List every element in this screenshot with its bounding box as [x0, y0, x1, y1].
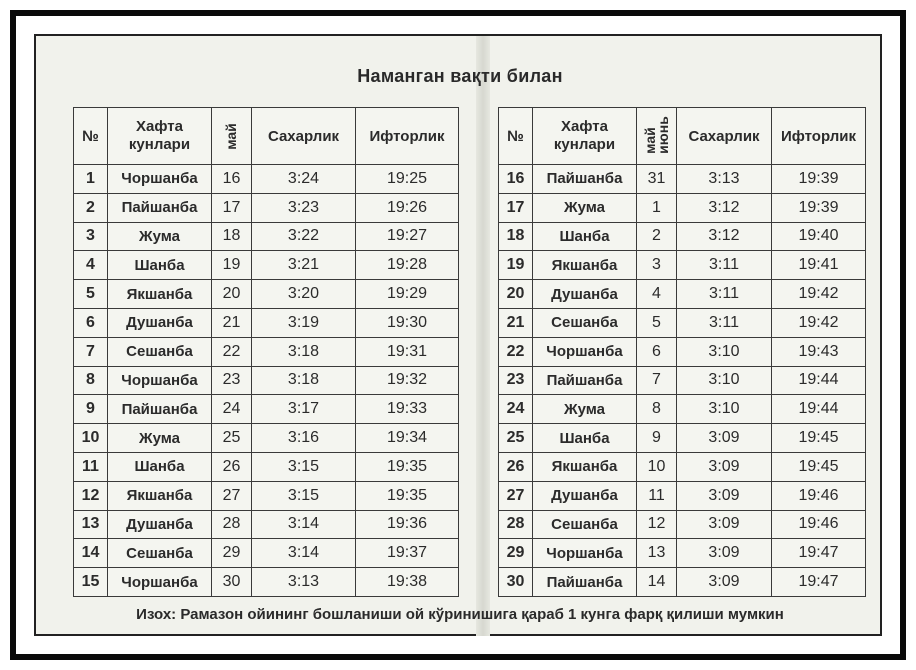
date-cell: 21: [212, 308, 252, 337]
iftar-time: 19:34: [356, 424, 459, 453]
table-row: [499, 337, 866, 366]
schedule-table-left: [73, 107, 459, 597]
row-number: 10: [74, 424, 108, 453]
row-number: 13: [74, 510, 108, 539]
page-fold: [476, 36, 490, 636]
suhoor-time: 3:09: [677, 539, 772, 568]
iftar-time: 19:26: [356, 193, 459, 222]
date-cell: 25: [212, 424, 252, 453]
date-cell: 4: [637, 280, 677, 309]
row-number: 11: [74, 452, 108, 481]
document-sheet: [34, 34, 882, 636]
suhoor-time: 3:10: [677, 337, 772, 366]
header-month-label: май июнь: [641, 116, 671, 154]
suhoor-time: 3:20: [252, 280, 356, 309]
iftar-time: 19:44: [772, 395, 866, 424]
iftar-time: 19:31: [356, 337, 459, 366]
row-number: 14: [74, 539, 108, 568]
table-row: [499, 280, 866, 309]
weekday-cell: Чоршанба: [108, 165, 212, 194]
suhoor-time: 3:09: [677, 510, 772, 539]
iftar-time: 19:36: [356, 510, 459, 539]
weekday-cell: Якшанба: [108, 280, 212, 309]
date-cell: 8: [637, 395, 677, 424]
iftar-time: 19:35: [356, 481, 459, 510]
header-suhoor: Сахарлик: [677, 108, 772, 165]
row-number: 30: [499, 568, 533, 597]
weekday-cell: Душанба: [533, 280, 637, 309]
row-number: 8: [74, 366, 108, 395]
suhoor-time: 3:10: [677, 395, 772, 424]
weekday-cell: Чоршанба: [108, 568, 212, 597]
iftar-time: 19:27: [356, 222, 459, 251]
suhoor-time: 3:13: [677, 165, 772, 194]
table-row: [499, 222, 866, 251]
weekday-cell: Шанба: [108, 452, 212, 481]
header-weekday: [108, 108, 212, 165]
table-row: [74, 308, 459, 337]
table-row: [499, 510, 866, 539]
weekday-cell: Пайшанба: [533, 366, 637, 395]
table-row: [74, 366, 459, 395]
row-number: 15: [74, 568, 108, 597]
suhoor-time: 3:09: [677, 481, 772, 510]
suhoor-time: 3:18: [252, 366, 356, 395]
suhoor-time: 3:12: [677, 222, 772, 251]
header-month: [637, 108, 677, 165]
row-number: 26: [499, 452, 533, 481]
weekday-cell: Пайшанба: [533, 165, 637, 194]
header-number: №: [499, 108, 533, 165]
weekday-cell: Шанба: [533, 222, 637, 251]
suhoor-time: 3:18: [252, 337, 356, 366]
date-cell: 1: [637, 193, 677, 222]
table-row: [74, 251, 459, 280]
page-title: Наманган вақти билан: [357, 66, 563, 86]
row-number: 7: [74, 337, 108, 366]
date-cell: 7: [637, 366, 677, 395]
table-row: [499, 452, 866, 481]
row-number: 20: [499, 280, 533, 309]
header-weekday-line2: кунлари: [553, 136, 616, 153]
header-number: №: [74, 108, 108, 165]
iftar-time: 19:39: [772, 193, 866, 222]
iftar-time: 19:37: [356, 539, 459, 568]
header-weekday: [533, 108, 637, 165]
weekday-cell: Шанба: [108, 251, 212, 280]
date-cell: 28: [212, 510, 252, 539]
table-row: [499, 481, 866, 510]
table-row: [74, 452, 459, 481]
suhoor-time: 3:14: [252, 539, 356, 568]
suhoor-time: 3:24: [252, 165, 356, 194]
iftar-time: 19:42: [772, 280, 866, 309]
suhoor-time: 3:23: [252, 193, 356, 222]
date-cell: 13: [637, 539, 677, 568]
iftar-time: 19:33: [356, 395, 459, 424]
weekday-cell: Душанба: [108, 308, 212, 337]
weekday-cell: Сешанба: [533, 510, 637, 539]
row-number: 6: [74, 308, 108, 337]
suhoor-time: 3:22: [252, 222, 356, 251]
date-cell: 5: [637, 308, 677, 337]
schedule-table-right: [498, 107, 866, 597]
iftar-time: 19:32: [356, 366, 459, 395]
suhoor-time: 3:21: [252, 251, 356, 280]
header-suhoor: Сахарлик: [252, 108, 356, 165]
date-cell: 27: [212, 481, 252, 510]
suhoor-time: 3:15: [252, 481, 356, 510]
row-number: 29: [499, 539, 533, 568]
table-row: [74, 510, 459, 539]
date-cell: 23: [212, 366, 252, 395]
table-header-row: [499, 108, 866, 165]
table-row: [499, 366, 866, 395]
row-number: 12: [74, 481, 108, 510]
date-cell: 26: [212, 452, 252, 481]
header-iftar: Ифторлик: [772, 108, 866, 165]
weekday-cell: Жума: [108, 424, 212, 453]
iftar-time: 19:42: [772, 308, 866, 337]
row-number: 18: [499, 222, 533, 251]
date-cell: 14: [637, 568, 677, 597]
suhoor-time: 3:16: [252, 424, 356, 453]
table-row: [74, 337, 459, 366]
header-weekday-line2: кунлари: [128, 136, 191, 153]
weekday-cell: Чоршанба: [108, 366, 212, 395]
iftar-time: 19:43: [772, 337, 866, 366]
weekday-cell: Сешанба: [533, 308, 637, 337]
table-row: [499, 165, 866, 194]
iftar-time: 19:46: [772, 510, 866, 539]
weekday-cell: Чоршанба: [533, 539, 637, 568]
weekday-cell: Сешанба: [108, 539, 212, 568]
table-row: [74, 424, 459, 453]
row-number: 2: [74, 193, 108, 222]
suhoor-time: 3:11: [677, 308, 772, 337]
row-number: 27: [499, 481, 533, 510]
date-cell: 3: [637, 251, 677, 280]
table-row: [499, 568, 866, 597]
row-number: 28: [499, 510, 533, 539]
iftar-time: 19:35: [356, 452, 459, 481]
header-weekday-line1: Хафта: [136, 118, 183, 135]
iftar-time: 19:25: [356, 165, 459, 194]
weekday-cell: Душанба: [108, 510, 212, 539]
table-row: [499, 251, 866, 280]
date-cell: 20: [212, 280, 252, 309]
date-cell: 31: [637, 165, 677, 194]
iftar-time: 19:45: [772, 452, 866, 481]
table-row: [499, 308, 866, 337]
date-cell: 11: [637, 481, 677, 510]
header-month-label: май: [222, 122, 239, 150]
weekday-cell: Пайшанба: [533, 568, 637, 597]
date-cell: 30: [212, 568, 252, 597]
weekday-cell: Жума: [533, 395, 637, 424]
iftar-time: 19:39: [772, 165, 866, 194]
table-row: [74, 568, 459, 597]
header-weekday-line1: Хафта: [561, 118, 608, 135]
suhoor-time: 3:09: [677, 568, 772, 597]
table-row: [74, 481, 459, 510]
table-row: [499, 424, 866, 453]
footnote: Изох: Рамазон ойининг бошланиши ой кўринишига қараб 1 кунга фарқ қилиши мумкин: [136, 606, 784, 623]
iftar-time: 19:47: [772, 568, 866, 597]
iftar-time: 19:46: [772, 481, 866, 510]
row-number: 17: [499, 193, 533, 222]
table-row: [74, 165, 459, 194]
date-cell: 18: [212, 222, 252, 251]
suhoor-time: 3:09: [677, 424, 772, 453]
row-number: 16: [499, 165, 533, 194]
suhoor-time: 3:10: [677, 366, 772, 395]
suhoor-time: 3:13: [252, 568, 356, 597]
row-number: 25: [499, 424, 533, 453]
suhoor-time: 3:15: [252, 452, 356, 481]
weekday-cell: Якшанба: [533, 452, 637, 481]
row-number: 1: [74, 165, 108, 194]
row-number: 21: [499, 308, 533, 337]
table-row: [499, 395, 866, 424]
iftar-time: 19:41: [772, 251, 866, 280]
date-cell: 29: [212, 539, 252, 568]
outer-frame: [10, 10, 906, 660]
iftar-time: 19:44: [772, 366, 866, 395]
table-row: [74, 222, 459, 251]
row-number: 24: [499, 395, 533, 424]
iftar-time: 19:40: [772, 222, 866, 251]
weekday-cell: Пайшанба: [108, 193, 212, 222]
table-row: [499, 539, 866, 568]
suhoor-time: 3:11: [677, 280, 772, 309]
table-row: [74, 280, 459, 309]
suhoor-time: 3:12: [677, 193, 772, 222]
weekday-cell: Сешанба: [108, 337, 212, 366]
weekday-cell: Пайшанба: [108, 395, 212, 424]
iftar-time: 19:47: [772, 539, 866, 568]
date-cell: 6: [637, 337, 677, 366]
iftar-time: 19:45: [772, 424, 866, 453]
weekday-cell: Чоршанба: [533, 337, 637, 366]
iftar-time: 19:28: [356, 251, 459, 280]
date-cell: 17: [212, 193, 252, 222]
date-cell: 12: [637, 510, 677, 539]
table-row: [74, 539, 459, 568]
date-cell: 9: [637, 424, 677, 453]
weekday-cell: Жума: [533, 193, 637, 222]
row-number: 3: [74, 222, 108, 251]
row-number: 4: [74, 251, 108, 280]
header-month: [212, 108, 252, 165]
weekday-cell: Якшанба: [533, 251, 637, 280]
table-row: [499, 193, 866, 222]
date-cell: 24: [212, 395, 252, 424]
header-iftar: Ифторлик: [356, 108, 459, 165]
suhoor-time: 3:19: [252, 308, 356, 337]
suhoor-time: 3:11: [677, 251, 772, 280]
date-cell: 22: [212, 337, 252, 366]
row-number: 23: [499, 366, 533, 395]
suhoor-time: 3:17: [252, 395, 356, 424]
row-number: 19: [499, 251, 533, 280]
row-number: 5: [74, 280, 108, 309]
iftar-time: 19:29: [356, 280, 459, 309]
date-cell: 19: [212, 251, 252, 280]
weekday-cell: Шанба: [533, 424, 637, 453]
suhoor-time: 3:14: [252, 510, 356, 539]
iftar-time: 19:38: [356, 568, 459, 597]
date-cell: 2: [637, 222, 677, 251]
suhoor-time: 3:09: [677, 452, 772, 481]
iftar-time: 19:30: [356, 308, 459, 337]
weekday-cell: Якшанба: [108, 481, 212, 510]
weekday-cell: Жума: [108, 222, 212, 251]
date-cell: 16: [212, 165, 252, 194]
table-row: [74, 395, 459, 424]
table-header-row: [74, 108, 459, 165]
date-cell: 10: [637, 452, 677, 481]
weekday-cell: Душанба: [533, 481, 637, 510]
table-row: [74, 193, 459, 222]
row-number: 22: [499, 337, 533, 366]
row-number: 9: [74, 395, 108, 424]
